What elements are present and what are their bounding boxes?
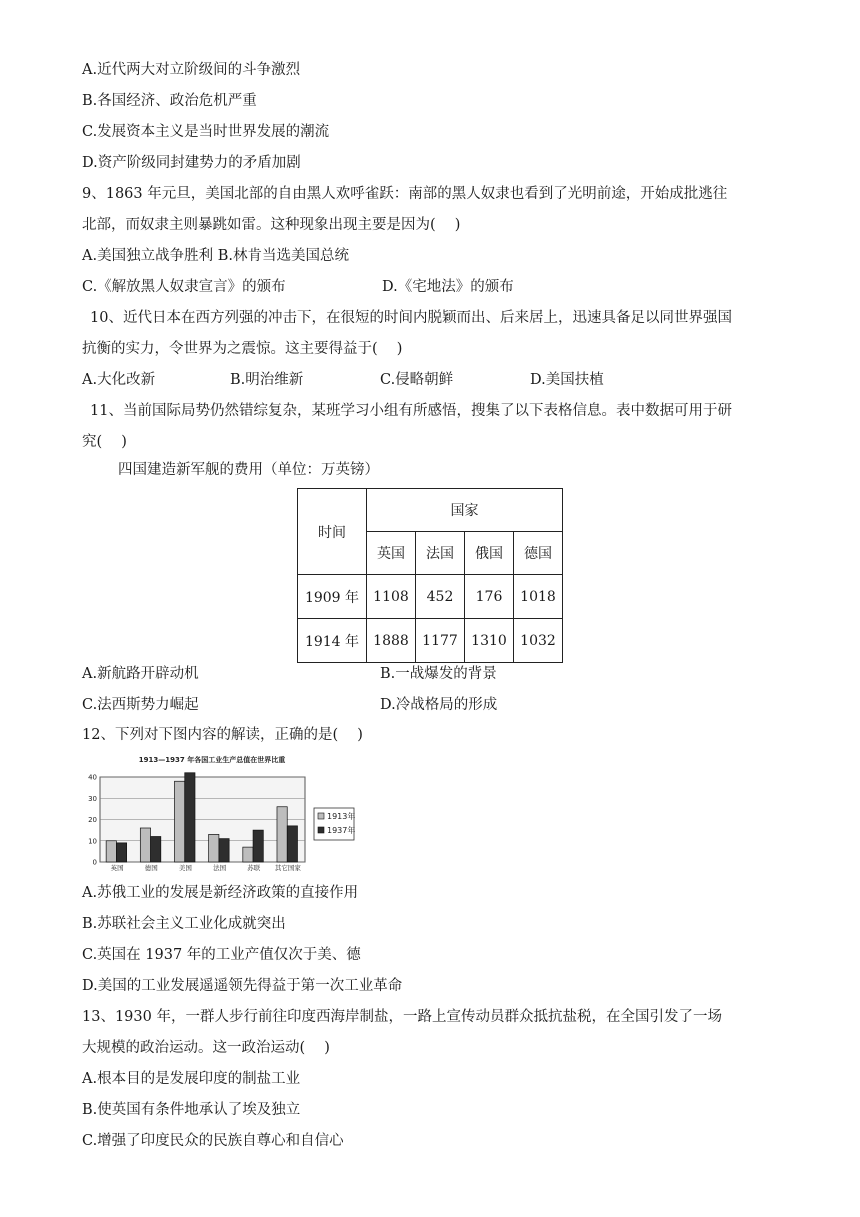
legend-label-1: 1937年: [327, 826, 356, 835]
warship-cost-table: [297, 488, 563, 663]
option-q11c: C.法西斯势力崛起: [82, 697, 199, 713]
option-q9c: C.《解放黑人奴隶宣言》的颁布: [82, 279, 286, 295]
bar-1-1: [151, 837, 161, 863]
option-q9d: D.《宅地法》的颁布: [382, 279, 514, 295]
x-tick-label: 法国: [213, 864, 227, 872]
option-q10c: C.侵略朝鲜: [380, 372, 454, 388]
text-line-q8d: D.资产阶级同封建势力的矛盾加剧: [82, 155, 301, 171]
value-cell: 1888: [367, 619, 416, 663]
text-line-q8a: A.近代两大对立阶级间的斗争激烈: [82, 62, 301, 78]
bar-1-4: [253, 830, 263, 862]
text-line-q13l2: 大规模的政治运动。这一政治运动( ): [82, 1040, 330, 1056]
text-line-q10l2: 抗衡的实力，令世界为之震惊。这主要得益于( ): [82, 341, 403, 357]
bar-0-2: [174, 781, 184, 862]
country-col: 英国: [367, 532, 416, 575]
country-col: 法国: [416, 532, 465, 575]
text-line-q10l1: 10、近代日本在西方列强的冲击下，在很短的时间内脱颖而出、后来居上，迅速具备足以同世界强国: [90, 310, 732, 326]
x-tick-label: 德国: [144, 864, 158, 872]
text-line-q12a: A.苏俄工业的发展是新经济政策的直接作用: [82, 885, 359, 901]
text-line-q12b: B.苏联社会主义工业化成就突出: [82, 916, 286, 932]
y-tick-label: 0: [92, 858, 97, 867]
bar-0-4: [243, 847, 253, 862]
chart-svg: [82, 750, 372, 875]
year-cell: 1909 年: [298, 575, 367, 619]
time-header: 时间: [298, 489, 367, 575]
legend-label-0: 1913年: [327, 812, 356, 821]
text-line-q12d: D.美国的工业发展遥遥领先得益于第一次工业革命: [82, 978, 403, 994]
bar-1-5: [287, 826, 297, 862]
text-line-q13l1: 13、1930 年，一群人步行前往印度西海岸制盐，一路上宣传动员群众抵抗盐税，在全国引发了一场: [82, 1009, 722, 1025]
value-cell: 452: [416, 575, 465, 619]
bar-0-5: [277, 807, 287, 862]
bar-0-0: [106, 841, 116, 862]
country-col: 俄国: [465, 532, 514, 575]
text-line-q13c: C.增强了印度民众的民族自尊心和自信心: [82, 1133, 344, 1149]
option-q10b: B.明治维新: [230, 372, 304, 388]
bar-1-2: [185, 773, 195, 862]
option-q11d: D.冷战格局的形成: [380, 697, 498, 713]
bar-0-3: [209, 834, 219, 862]
x-tick-label: 美国: [178, 864, 192, 872]
text-line-q9ab: A.美国独立战争胜利 B.林肯当选美国总统: [82, 248, 349, 264]
y-tick-label: 20: [88, 816, 97, 824]
value-cell: 176: [465, 575, 514, 619]
country-col: 德国: [514, 532, 563, 575]
industry-share-chart: [82, 750, 372, 875]
text-line-q13a: A.根本目的是发展印度的制盐工业: [82, 1071, 301, 1087]
text-line-q8b: B.各国经济、政治危机严重: [82, 93, 257, 109]
value-cell: 1177: [416, 619, 465, 663]
text-line-q9l2: 北部，而奴隶主则暴跳如雷。这种现象出现主要是因为( ): [82, 217, 461, 233]
value-cell: 1018: [514, 575, 563, 619]
option-q10d: D.美国扶植: [530, 372, 604, 388]
x-tick-label: 其它国家: [274, 864, 301, 872]
text-line-q12c: C.英国在 1937 年的工业产值仅次于美、德: [82, 947, 361, 963]
bar-1-3: [219, 839, 229, 862]
legend-swatch-1: [318, 827, 324, 833]
y-tick-label: 40: [88, 773, 97, 782]
x-tick-label: 苏联: [247, 864, 261, 872]
text-line-q11l2: 究( ): [82, 434, 127, 450]
country-header: 国家: [367, 489, 563, 532]
bar-1-0: [116, 843, 126, 862]
value-cell: 1310: [465, 619, 514, 663]
value-cell: 1032: [514, 619, 563, 663]
text-line-q13b: B.使英国有条件地承认了埃及独立: [82, 1102, 301, 1118]
legend-swatch-0: [318, 813, 324, 819]
table-row: [298, 619, 563, 663]
y-tick-label: 10: [88, 837, 97, 846]
year-cell: 1914 年: [298, 619, 367, 663]
option-q11b: B.一战爆发的背景: [380, 666, 497, 682]
option-q11a: A.新航路开辟动机: [82, 666, 199, 682]
option-q10a: A.大化改新: [82, 372, 156, 388]
chart-title: 1913—1937 年各国工业生产总值在世界比重: [138, 756, 286, 764]
value-cell: 1108: [367, 575, 416, 619]
bar-0-1: [140, 828, 150, 862]
table-caption: 四国建造新军舰的费用（单位：万英镑）: [118, 462, 379, 478]
y-tick-label: 30: [88, 794, 97, 803]
text-line-q9l1: 9、1863 年元旦，美国北部的自由黑人欢呼雀跃：南部的黑人奴隶也看到了光明前途，开始成批逃往: [82, 186, 728, 202]
x-tick-label: 英国: [110, 864, 124, 872]
table-row: [298, 575, 563, 619]
text-line-q12: 12、下列对下图内容的解读，正确的是( ): [82, 727, 363, 743]
text-line-q11l1: 11、当前国际局势仍然错综复杂，某班学习小组有所感悟，搜集了以下表格信息。表中数据可用于研: [90, 403, 732, 419]
text-line-q8c: C.发展资本主义是当时世界发展的潮流: [82, 124, 330, 140]
